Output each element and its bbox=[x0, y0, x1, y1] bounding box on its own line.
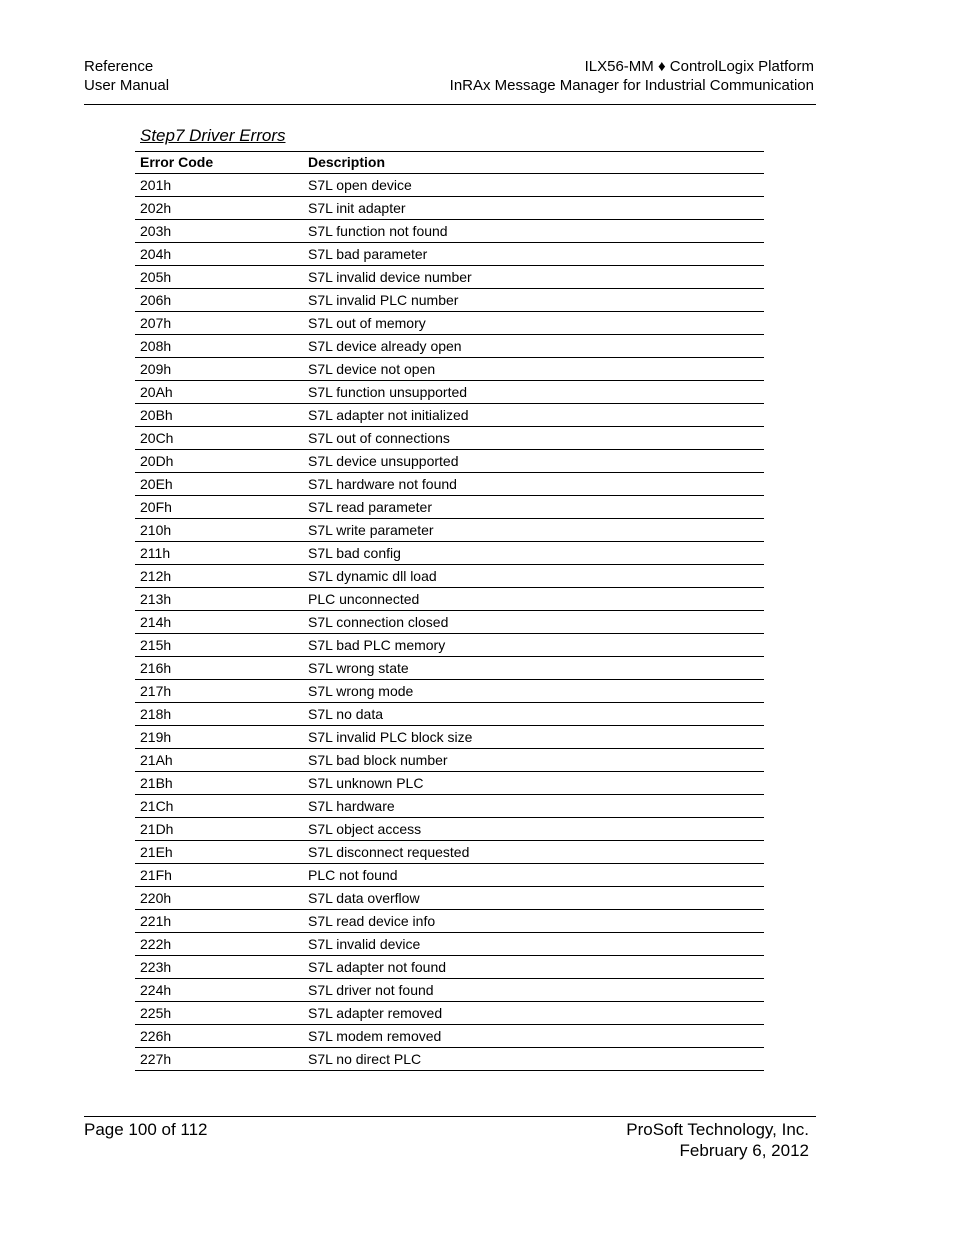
error-code-cell: 224h bbox=[135, 979, 303, 1002]
header-right bbox=[450, 57, 814, 95]
description-cell: S7L driver not found bbox=[303, 979, 764, 1002]
error-code-cell: 208h bbox=[135, 335, 303, 358]
table-row bbox=[135, 473, 764, 496]
error-code-cell: 226h bbox=[135, 1025, 303, 1048]
description-cell: S7L unknown PLC bbox=[303, 772, 764, 795]
error-code-cell: 214h bbox=[135, 611, 303, 634]
header-divider bbox=[84, 104, 816, 105]
table-row bbox=[135, 933, 764, 956]
header-left bbox=[84, 57, 169, 95]
error-code-cell: 21Eh bbox=[135, 841, 303, 864]
description-cell: S7L adapter removed bbox=[303, 1002, 764, 1025]
error-code-cell: 204h bbox=[135, 243, 303, 266]
table-row bbox=[135, 588, 764, 611]
error-code-cell: 203h bbox=[135, 220, 303, 243]
error-code-cell: 220h bbox=[135, 887, 303, 910]
description-cell: S7L init adapter bbox=[303, 197, 764, 220]
section-title: Step7 Driver Errors bbox=[140, 126, 286, 145]
description-cell: S7L open device bbox=[303, 174, 764, 197]
error-code-cell: 20Bh bbox=[135, 404, 303, 427]
error-code-cell: 20Fh bbox=[135, 496, 303, 519]
table-row bbox=[135, 404, 764, 427]
error-code-cell: 21Ah bbox=[135, 749, 303, 772]
description-cell: S7L wrong state bbox=[303, 657, 764, 680]
description-cell: S7L write parameter bbox=[303, 519, 764, 542]
error-code-cell: 202h bbox=[135, 197, 303, 220]
error-code-cell: 212h bbox=[135, 565, 303, 588]
error-code-cell: 227h bbox=[135, 1048, 303, 1071]
table-row bbox=[135, 197, 764, 220]
table-row bbox=[135, 910, 764, 933]
error-code-cell: 21Bh bbox=[135, 772, 303, 795]
table-row bbox=[135, 887, 764, 910]
footer-right bbox=[626, 1119, 809, 1161]
error-code-cell: 205h bbox=[135, 266, 303, 289]
description-cell: S7L invalid PLC block size bbox=[303, 726, 764, 749]
table-row bbox=[135, 427, 764, 450]
description-cell: S7L invalid device bbox=[303, 933, 764, 956]
description-cell: S7L wrong mode bbox=[303, 680, 764, 703]
description-cell: S7L disconnect requested bbox=[303, 841, 764, 864]
column-header-error-code: Error Code bbox=[135, 152, 303, 174]
description-cell: S7L hardware bbox=[303, 795, 764, 818]
error-code-table bbox=[135, 151, 764, 1071]
table-row bbox=[135, 565, 764, 588]
error-code-cell: 218h bbox=[135, 703, 303, 726]
description-cell: S7L bad PLC memory bbox=[303, 634, 764, 657]
error-code-cell: 20Dh bbox=[135, 450, 303, 473]
table-row bbox=[135, 358, 764, 381]
table-row bbox=[135, 243, 764, 266]
table-row bbox=[135, 289, 764, 312]
error-code-cell: 215h bbox=[135, 634, 303, 657]
description-cell: S7L modem removed bbox=[303, 1025, 764, 1048]
table-row bbox=[135, 956, 764, 979]
table-row bbox=[135, 703, 764, 726]
error-code-cell: 222h bbox=[135, 933, 303, 956]
description-cell: S7L out of memory bbox=[303, 312, 764, 335]
error-code-cell: 21Ch bbox=[135, 795, 303, 818]
table-row bbox=[135, 864, 764, 887]
table-row bbox=[135, 542, 764, 565]
description-cell: PLC not found bbox=[303, 864, 764, 887]
error-code-cell: 206h bbox=[135, 289, 303, 312]
description-cell: S7L no data bbox=[303, 703, 764, 726]
error-code-cell: 20Ch bbox=[135, 427, 303, 450]
table-row bbox=[135, 657, 764, 680]
table-row bbox=[135, 220, 764, 243]
error-code-cell: 210h bbox=[135, 519, 303, 542]
table-row bbox=[135, 680, 764, 703]
description-cell: S7L device already open bbox=[303, 335, 764, 358]
table-row bbox=[135, 1025, 764, 1048]
table-row bbox=[135, 749, 764, 772]
description-cell: S7L function not found bbox=[303, 220, 764, 243]
table-row bbox=[135, 611, 764, 634]
footer-company: ProSoft Technology, Inc. bbox=[626, 1120, 809, 1139]
description-cell: S7L read device info bbox=[303, 910, 764, 933]
description-cell: S7L adapter not initialized bbox=[303, 404, 764, 427]
table-row bbox=[135, 818, 764, 841]
table-row bbox=[135, 1002, 764, 1025]
table-row bbox=[135, 634, 764, 657]
error-code-cell: 201h bbox=[135, 174, 303, 197]
error-code-cell: 216h bbox=[135, 657, 303, 680]
table-row bbox=[135, 519, 764, 542]
description-cell: S7L invalid device number bbox=[303, 266, 764, 289]
header-product-subtitle: InRAx Message Manager for Industrial Communication bbox=[449, 77, 814, 94]
description-cell: S7L bad block number bbox=[303, 749, 764, 772]
error-code-cell: 20Ah bbox=[135, 381, 303, 404]
description-cell: S7L bad parameter bbox=[303, 243, 764, 266]
description-cell: S7L data overflow bbox=[303, 887, 764, 910]
description-cell: S7L invalid PLC number bbox=[303, 289, 764, 312]
table-row bbox=[135, 381, 764, 404]
description-cell: S7L no direct PLC bbox=[303, 1048, 764, 1071]
table-row bbox=[135, 496, 764, 519]
error-code-cell: 20Eh bbox=[135, 473, 303, 496]
table-row bbox=[135, 174, 764, 197]
footer-divider bbox=[84, 1116, 816, 1117]
table-header-row bbox=[135, 152, 764, 174]
error-code-cell: 217h bbox=[135, 680, 303, 703]
error-code-cell: 21Dh bbox=[135, 818, 303, 841]
table-row bbox=[135, 772, 764, 795]
table-row bbox=[135, 266, 764, 289]
error-code-cell: 21Fh bbox=[135, 864, 303, 887]
table-row bbox=[135, 450, 764, 473]
error-code-cell: 209h bbox=[135, 358, 303, 381]
description-cell: S7L object access bbox=[303, 818, 764, 841]
error-code-cell: 213h bbox=[135, 588, 303, 611]
error-code-cell: 211h bbox=[135, 542, 303, 565]
header-section: Reference bbox=[84, 58, 154, 75]
description-cell: S7L dynamic dll load bbox=[303, 565, 764, 588]
header-product: ILX56-MM ♦ ControlLogix Platform bbox=[584, 58, 814, 75]
error-code-cell: 219h bbox=[135, 726, 303, 749]
error-code-cell: 207h bbox=[135, 312, 303, 335]
error-code-cell: 225h bbox=[135, 1002, 303, 1025]
description-cell: S7L device not open bbox=[303, 358, 764, 381]
table-row bbox=[135, 726, 764, 749]
description-cell: S7L bad config bbox=[303, 542, 764, 565]
header-doc-type: User Manual bbox=[84, 77, 170, 94]
description-cell: S7L device unsupported bbox=[303, 450, 764, 473]
table-row bbox=[135, 335, 764, 358]
column-header-description: Description bbox=[303, 152, 764, 174]
error-code-cell: 221h bbox=[135, 910, 303, 933]
table-row bbox=[135, 312, 764, 335]
description-cell: S7L function unsupported bbox=[303, 381, 764, 404]
table-row bbox=[135, 1048, 764, 1071]
description-cell: S7L read parameter bbox=[303, 496, 764, 519]
footer-date: February 6, 2012 bbox=[679, 1141, 809, 1160]
page-number: Page 100 of 112 bbox=[84, 1120, 208, 1139]
description-cell: S7L connection closed bbox=[303, 611, 764, 634]
table-row bbox=[135, 979, 764, 1002]
description-cell: S7L out of connections bbox=[303, 427, 764, 450]
table-row bbox=[135, 841, 764, 864]
table-row bbox=[135, 795, 764, 818]
description-cell: S7L hardware not found bbox=[303, 473, 764, 496]
description-cell: S7L adapter not found bbox=[303, 956, 764, 979]
description-cell: PLC unconnected bbox=[303, 588, 764, 611]
error-code-cell: 223h bbox=[135, 956, 303, 979]
